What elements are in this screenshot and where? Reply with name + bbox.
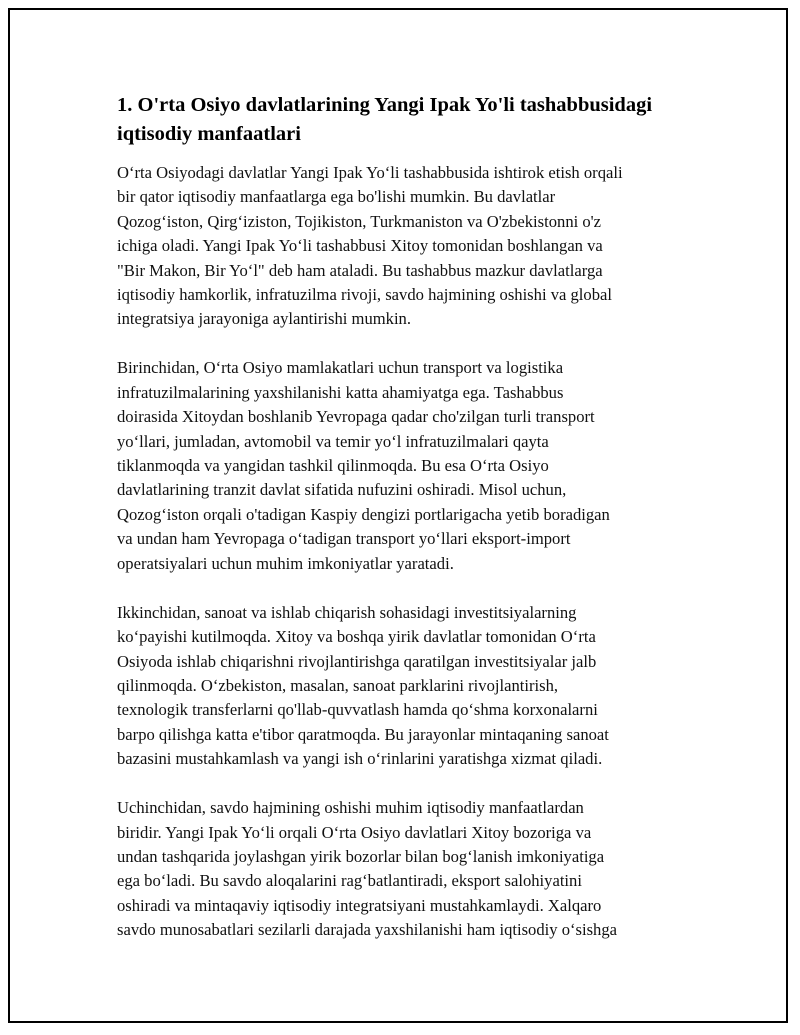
text-line: savdo munosabatlari sezilarli darajada yaxshilanishi ham iqtisodiy o‘sishga bbox=[117, 920, 618, 940]
text-line: bir qator iqtisodiy manfaatlarga ega bo'lishi mumkin. Bu davlatlar bbox=[117, 187, 556, 207]
text-line: Birinchidan, O‘rta Osiyo mamlakatlari uchun transport va logistika bbox=[117, 358, 564, 378]
text-line: davlatlarining tranzit davlat sifatida nufuzini oshiradi. Misol uchun, bbox=[117, 480, 567, 500]
text-line: texnologik transferlarni qo'llab-quvvatlash hamda qo‘shma korxonalarni bbox=[117, 700, 598, 720]
document-body bbox=[117, 91, 697, 967]
text-line: doirasida Xitoydan boshlanib Yevropaga qadar cho'zilgan turli transport bbox=[117, 407, 595, 427]
text-line: Uchinchidan, savdo hajmining oshishi muhim iqtisodiy manfaatlardan bbox=[117, 798, 584, 818]
text-line: ko‘payishi kutilmoqda. Xitoy va boshqa yirik davlatlar tomonidan O‘rta bbox=[117, 627, 596, 647]
heading-line: iqtisodiy manfaatlari bbox=[117, 123, 301, 145]
text-line: Ikkinchidan, sanoat va ishlab chiqarish sohasidagi investitsiyalarning bbox=[117, 602, 577, 622]
text-line: undan tashqarida joylashgan yirik bozorlar bilan bog‘lanish imkoniyatiga bbox=[117, 846, 605, 866]
text-line: tiklanmoqda va yangidan tashkil qilinmoqda. Bu esa O‘rta Osiyo bbox=[117, 456, 549, 476]
text-line: va undan ham Yevropaga o‘tadigan transport yo‘llari eksport-import bbox=[117, 529, 571, 549]
text-line: Qozog‘iston, Qirg‘iziston, Tojikiston, Turkmaniston va O'zbekistonni o'z bbox=[117, 211, 602, 231]
paragraph-intro bbox=[117, 161, 697, 332]
text-line: operatsiyalari uchun muhim imkoniyatlar yaratadi. bbox=[117, 553, 454, 573]
text-line: barpo qilishga katta e'tibor qaratmoqda. Bu jarayonlar mintaqaning sanoat bbox=[117, 724, 609, 744]
text-line: ichiga oladi. Yangi Ipak Yo‘li tashabbusi Xitoy tomonidan boshlangan va bbox=[117, 236, 603, 256]
text-line: yo‘llari, jumladan, avtomobil va temir yo‘l infratuzilmalari qayta bbox=[117, 431, 549, 451]
text-line: oshiradi va mintaqaviy iqtisodiy integratsiyani mustahkamlaydi. Xalqaro bbox=[117, 895, 602, 915]
text-line: ega bo‘ladi. Bu savdo aloqalarini rag‘batlantiradi, eksport salohiyatini bbox=[117, 871, 582, 891]
text-line: infratuzilmalarining yaxshilanishi katta ahamiyatga ega. Tashabbus bbox=[117, 382, 564, 402]
heading-line: 1. O'rta Osiyo davlatlarining Yangi Ipak Yo'li tashabbusidagi bbox=[117, 94, 653, 116]
text-line: bazasini mustahkamlash va yangi ish o‘rinlarini yaratishga xizmat qiladi. bbox=[117, 749, 603, 769]
paragraph-first bbox=[117, 356, 697, 576]
text-line: Osiyoda ishlab chiqarishni rivojlantirishga qaratilgan investitsiyalar jalb bbox=[117, 651, 597, 671]
text-line: Qozog‘iston orqali o'tadigan Kaspiy dengizi portlarigacha yetib boradigan bbox=[117, 504, 610, 524]
section-heading bbox=[117, 91, 697, 149]
text-line: qilinmoqda. O‘zbekiston, masalan, sanoat parklarini rivojlantirish, bbox=[117, 675, 559, 695]
text-line: integratsiya jarayoniga aylantirishi mumkin. bbox=[117, 309, 412, 329]
text-line: biridir. Yangi Ipak Yo‘li orqali O‘rta Osiyo davlatlari Xitoy bozoriga va bbox=[117, 822, 592, 842]
text-line: O‘rta Osiyodagi davlatlar Yangi Ipak Yo‘li tashabbusida ishtirok etish orqali bbox=[117, 163, 623, 182]
paragraph-second bbox=[117, 601, 697, 772]
paragraph-third bbox=[117, 796, 697, 942]
text-line: "Bir Makon, Bir Yo‘l" deb ham ataladi. Bu tashabbus mazkur davlatlarga bbox=[117, 260, 603, 280]
text-line: iqtisodiy hamkorlik, infratuzilma rivoji, savdo hajmining oshishi va global bbox=[117, 285, 612, 305]
